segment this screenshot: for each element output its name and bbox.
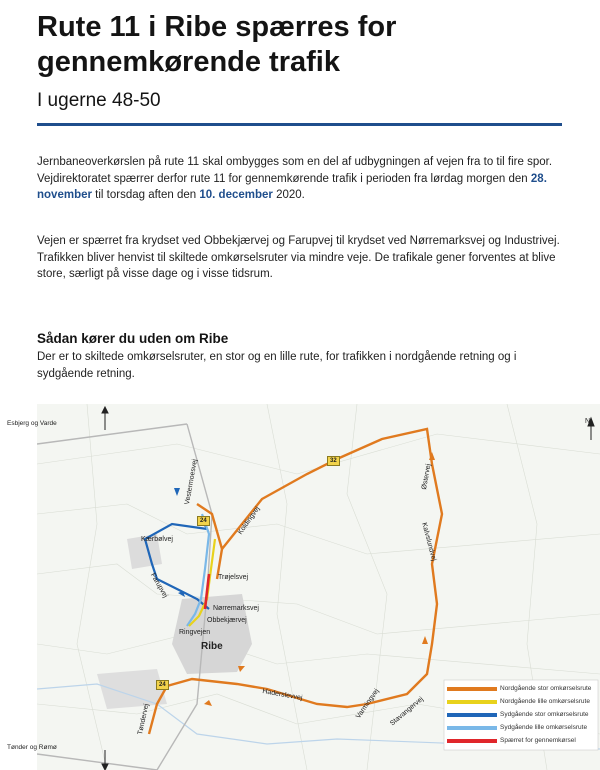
section-text: Der er to skiltede omkørselsruter, en stor og en lille rute, for trafikken i nordgående retning og i sydgående retning.	[37, 351, 517, 380]
detour-map	[7, 404, 600, 770]
route-shield-32: 32	[327, 456, 340, 466]
route-shield-24-south: 24	[156, 680, 169, 690]
road-label-norremarksvej: Nørremarksvej	[213, 605, 259, 612]
road-label-tondervej: Tøndervej	[137, 703, 151, 736]
legend-item	[445, 722, 595, 734]
road-label-stavangervej: Stavangervej	[389, 695, 425, 728]
legend-label: Sydgående stor omkørselsrute	[500, 711, 589, 718]
road-label-kaerbolvej: Kærbølvej	[141, 536, 173, 543]
road-label-ostervej: Østervej	[421, 463, 433, 491]
intro-paragraph-2: Vejen er spærret fra krydset ved Obbekjærvej og Farupvej til krydset ved Nørremarksvej og Industrivej. Trafikken bliver henvist til skiltede omkørselsruter via mindre veje. De trafikale gener forventes at blive store, særligt på visse dage og i visse tidsrum.	[37, 235, 560, 280]
route-shield-24-north: 24	[197, 516, 210, 526]
legend-swatch	[447, 726, 497, 730]
road-label-vestermoesvej: Vestermoesvej	[184, 458, 199, 506]
start-date: 28. november	[37, 172, 547, 201]
legend-label: Sydgående lille omkørselsrute	[500, 724, 588, 731]
intro-text-start: Jernbaneoverkørslen på rute 11 skal ombygges som en del af udbygningen af vejen fra to til fire spor. Vejdirektoratet spærrer derfor rute 11 for gennemkørende trafik i perioden fra lørdag morgen den	[37, 156, 553, 185]
page-subtitle: I ugerne 48-50	[37, 90, 161, 111]
legend-item	[445, 735, 595, 747]
legend-label: Nordgående lille omkørselsrute	[500, 698, 590, 705]
road-label-koldingvej: Koldingvej	[237, 505, 262, 537]
legend-item	[445, 683, 595, 695]
intro-text-end: 2020.	[272, 189, 305, 201]
section-heading: Sådan kører du uden om Ribe	[37, 331, 229, 346]
legend-label: Spærret for gennemkørsel	[500, 737, 576, 744]
intro-paragraph-1	[37, 154, 562, 204]
legend-label: Nordgående stor omkørselsrute	[500, 685, 592, 692]
road-label-varmingvej: Varmingvej	[355, 687, 381, 721]
legend-swatch	[447, 739, 497, 743]
road-label-obbekjaervej: Obbekjærvej	[207, 617, 247, 624]
legend-swatch	[447, 713, 497, 717]
legend-swatch	[447, 687, 497, 691]
north-arrow-label: N	[585, 418, 591, 425]
page-title: Rute 11 i Ribe spærres for gennemkørende trafik	[37, 11, 397, 78]
end-date: 10. december	[199, 189, 273, 201]
direction-south-label: Tønder og Rømø	[7, 744, 57, 751]
road-label-kalvslundvej: Kalvslundvej	[420, 522, 438, 562]
legend-item	[445, 696, 595, 708]
legend-swatch	[447, 700, 497, 704]
direction-north-label: Esbjerg og Varde	[7, 420, 57, 427]
intro-text-mid: til torsdag aften den	[91, 189, 200, 201]
title-divider	[37, 123, 562, 126]
road-label-farupvej: Farupvej	[148, 572, 169, 600]
city-label-ribe: Ribe	[201, 641, 223, 652]
legend-item	[445, 709, 595, 721]
road-label-trojelsvej: Trøjelsvej	[218, 574, 249, 581]
road-label-ringvejen: Ringvejen	[179, 629, 211, 636]
road-label-haderslevvej: Haderslevvej	[261, 688, 303, 702]
